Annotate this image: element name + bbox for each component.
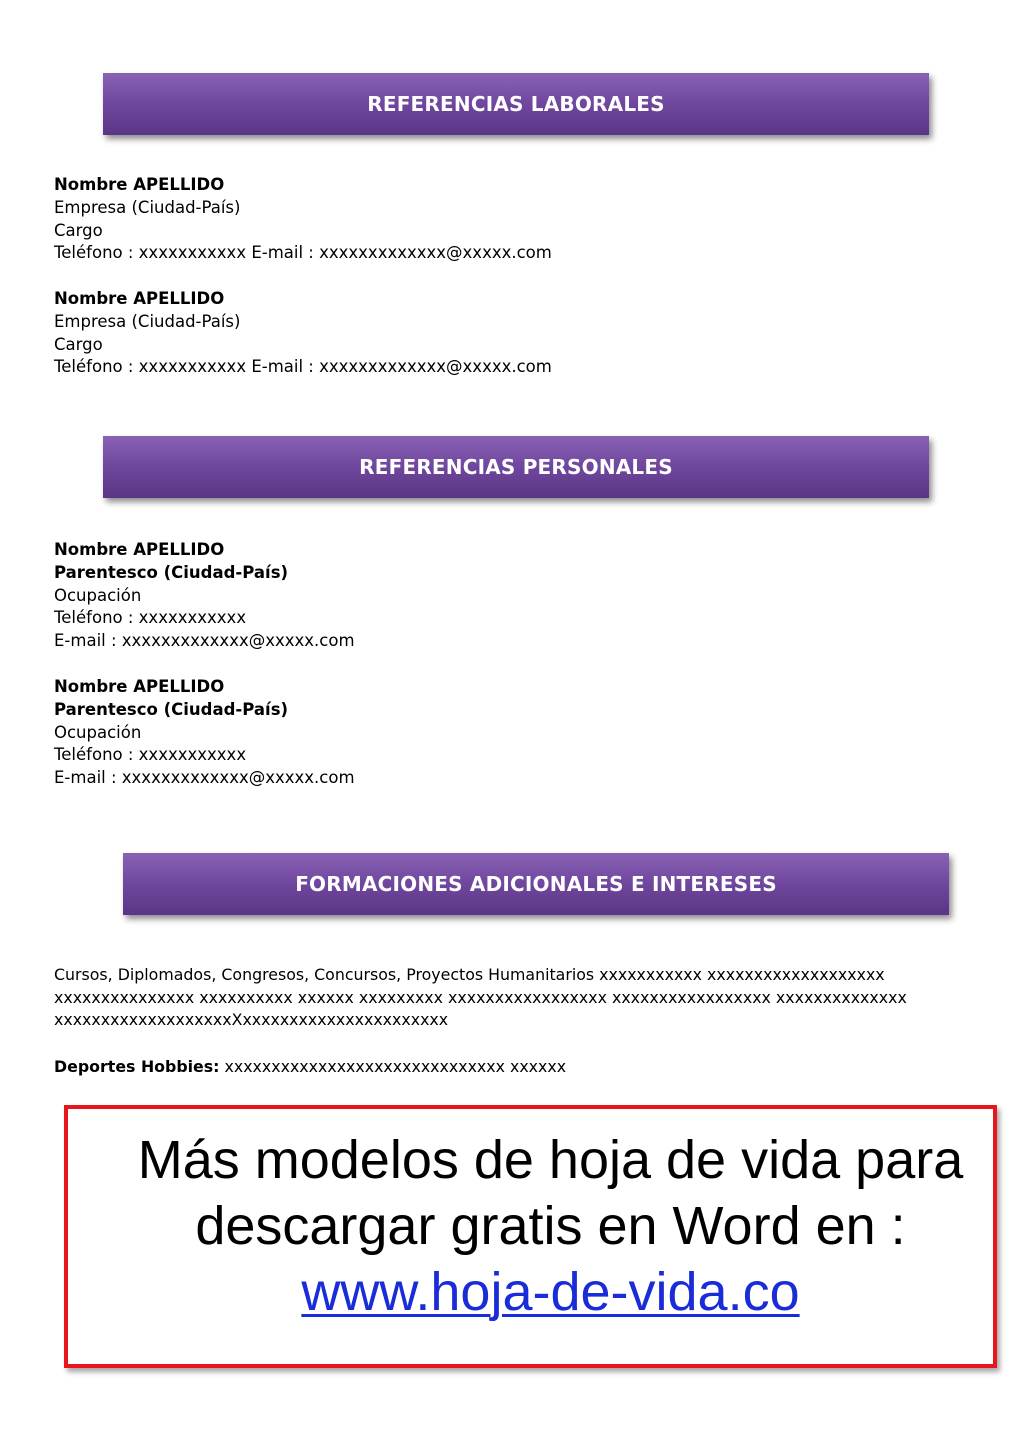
reference-occupation: Ocupación [54, 722, 142, 742]
formaciones-line: xxxxxxxxxxxxxxxxxxxXxxxxxxxxxxxxxxxxxxxxxx [54, 1010, 449, 1030]
reference-name: Nombre APELLIDO [54, 677, 225, 696]
reference-entry [54, 288, 552, 379]
reference-entry [54, 174, 552, 265]
reference-name: Nombre APELLIDO [54, 175, 225, 194]
reference-phone: Teléfono : xxxxxxxxxxx [54, 745, 247, 765]
formaciones-line: Cursos, Diplomados, Congresos, Concursos, Proyectos Humanitarios xxxxxxxxxxx xxxxxxxxxxxxxxxxxxx [54, 965, 885, 984]
reference-contact: Teléfono : xxxxxxxxxxx E-mail : xxxxxxxxxxxxx@xxxxx.com [54, 243, 552, 263]
promo-link[interactable]: www.hoja-de-vida.co [301, 1262, 800, 1322]
reference-phone: Teléfono : xxxxxxxxxxx [54, 608, 247, 628]
reference-role: Cargo [54, 220, 103, 240]
reference-company: Empresa (Ciudad-País) [54, 197, 241, 217]
formaciones-paragraph [54, 964, 907, 1032]
hobbies-line [54, 1056, 566, 1079]
personal-reference-entry [54, 676, 355, 790]
hobbies-label: Deportes Hobbies: [54, 1057, 220, 1076]
reference-email: E-mail : xxxxxxxxxxxxx@xxxxx.com [54, 768, 355, 788]
personal-reference-entry [54, 539, 355, 653]
reference-role: Cargo [54, 334, 103, 354]
formaciones-line: xxxxxxxxxxxxxxx xxxxxxxxxx xxxxxx xxxxxxxxx xxxxxxxxxxxxxxxxx xxxxxxxxxxxxxxxxx xxxxxxxxxxxxxx [54, 987, 907, 1007]
section-title: REFERENCIAS PERSONALES [359, 455, 673, 479]
section-header-formaciones [123, 853, 949, 915]
reference-occupation: Ocupación [54, 585, 142, 605]
reference-contact: Teléfono : xxxxxxxxxxx E-mail : xxxxxxxxxxxxx@xxxxx.com [54, 357, 552, 377]
promo-line: Más modelos de hoja de vida para [137, 1130, 964, 1190]
reference-name: Nombre APELLIDO [54, 289, 225, 308]
section-title: REFERENCIAS LABORALES [367, 92, 665, 116]
section-header-referencias-laborales [103, 73, 929, 135]
reference-company: Empresa (Ciudad-País) [54, 311, 241, 331]
reference-relation: Parentesco (Ciudad-País) [54, 699, 289, 719]
reference-email: E-mail : xxxxxxxxxxxxx@xxxxx.com [54, 631, 355, 651]
hobbies-value: xxxxxxxxxxxxxxxxxxxxxxxxxxxxxx xxxxxx [219, 1057, 567, 1076]
section-header-referencias-personales [103, 436, 929, 498]
promo-text [108, 1127, 993, 1325]
section-title: FORMACIONES ADICIONALES E INTERESES [295, 872, 777, 896]
reference-name: Nombre APELLIDO [54, 540, 225, 559]
promo-line: descargar gratis en Word en : [195, 1196, 906, 1256]
promo-box [64, 1105, 997, 1368]
reference-relation: Parentesco (Ciudad-País) [54, 562, 289, 582]
